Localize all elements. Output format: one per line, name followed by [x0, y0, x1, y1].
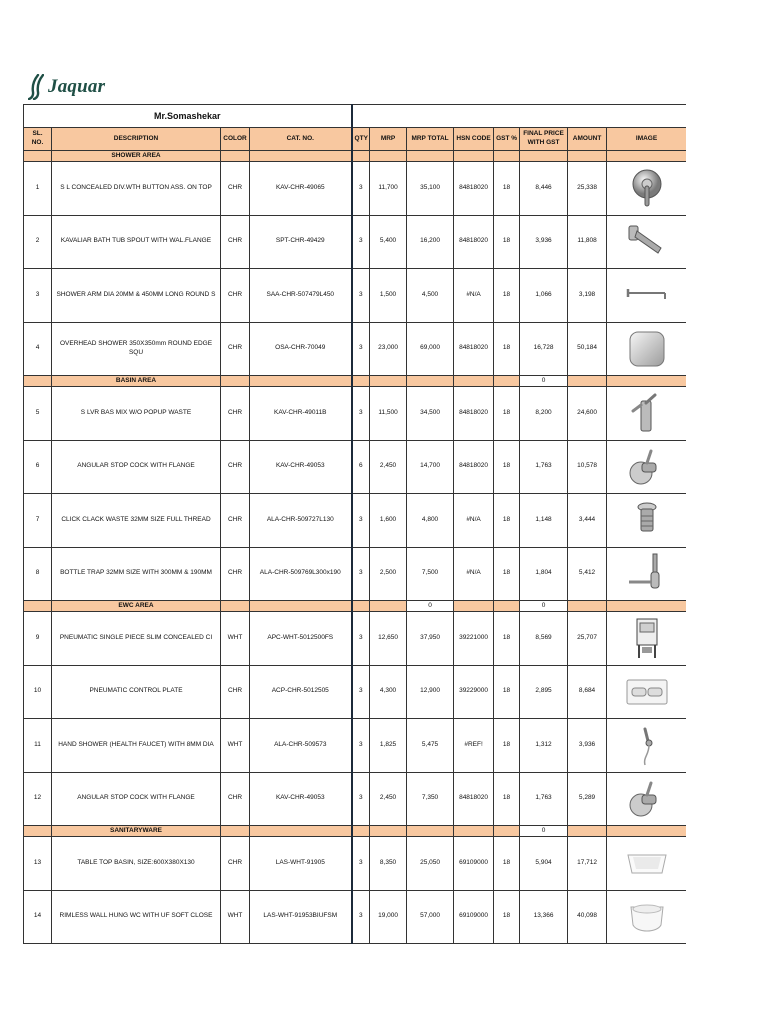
- sl-no: 6: [24, 440, 52, 494]
- mrp: 11,500: [370, 387, 407, 441]
- section-cell-blank: [250, 826, 352, 837]
- table-row: [24, 719, 687, 773]
- gst-percent: 18: [494, 440, 520, 494]
- description: BOTTLE TRAP 32MM SIZE WITH 300MM & 190MM: [52, 547, 221, 601]
- section-cell-blank: [250, 376, 352, 387]
- final-price: 8,446: [520, 162, 568, 216]
- section-mrp-total: [407, 376, 454, 387]
- concealed-cistern-icon: [625, 616, 669, 660]
- hsn-code: #N/A: [454, 494, 494, 548]
- hsn-code: 84818020: [454, 440, 494, 494]
- shower-arm-icon: [625, 273, 669, 317]
- section-cell-blank: [221, 826, 250, 837]
- bath-spout-icon: [625, 220, 669, 264]
- mrp: 11,700: [370, 162, 407, 216]
- final-price: 13,366: [520, 890, 568, 944]
- amount: 24,600: [568, 387, 607, 441]
- gst-percent: 18: [494, 772, 520, 826]
- mrp-total: 7,350: [407, 772, 454, 826]
- qty: 3: [352, 719, 370, 773]
- mrp-total: 14,700: [407, 440, 454, 494]
- col-header-amount: AMOUNT: [568, 128, 607, 151]
- section-cell-blank: [454, 601, 494, 612]
- sl-no: 5: [24, 387, 52, 441]
- sl-no: 7: [24, 494, 52, 548]
- color: CHR: [221, 322, 250, 376]
- hsn-code: 39221000: [454, 612, 494, 666]
- description: CLICK CLACK WASTE 32MM SIZE FULL THREAD: [52, 494, 221, 548]
- gst-percent: 18: [494, 494, 520, 548]
- section-cell-blank: [370, 151, 407, 162]
- product-image-cell: [607, 665, 686, 719]
- final-price: 3,936: [520, 215, 568, 269]
- amount: 3,936: [568, 719, 607, 773]
- section-row: [24, 376, 687, 387]
- cat-no: KAV-CHR-49011B: [250, 387, 352, 441]
- color: WHT: [221, 719, 250, 773]
- sl-no: 2: [24, 215, 52, 269]
- table-row: [24, 890, 687, 944]
- section-cell-blank: [607, 151, 686, 162]
- color: CHR: [221, 162, 250, 216]
- description: RIMLESS WALL HUNG WC WITH UF SOFT CLOSE: [52, 890, 221, 944]
- col-header-qty: QTY: [352, 128, 370, 151]
- amount: 3,198: [568, 269, 607, 323]
- sl-no: 1: [24, 162, 52, 216]
- product-image-cell: [607, 719, 686, 773]
- gst-percent: 18: [494, 665, 520, 719]
- section-cell-blank: [454, 151, 494, 162]
- section-cell-blank: [568, 826, 607, 837]
- quotation-sheet: [23, 104, 686, 946]
- hsn-code: 84818020: [454, 322, 494, 376]
- mrp-total: 5,475: [407, 719, 454, 773]
- mrp: 4,300: [370, 665, 407, 719]
- final-price: 1,763: [520, 772, 568, 826]
- final-price: 1,763: [520, 440, 568, 494]
- jaquar-logo-icon: [28, 74, 44, 100]
- hsn-code: #N/A: [454, 269, 494, 323]
- section-cell-blank: [568, 376, 607, 387]
- hsn-code: 84818020: [454, 162, 494, 216]
- section-label: SANITARYWARE: [52, 826, 221, 837]
- angular-stop-cock-icon: [625, 777, 669, 821]
- final-price: 2,895: [520, 665, 568, 719]
- section-cell-blank: [352, 376, 370, 387]
- table-row: [24, 494, 687, 548]
- section-cell-blank: [454, 376, 494, 387]
- sl-no: 13: [24, 837, 52, 891]
- product-image-cell: [607, 162, 686, 216]
- product-image-cell: [607, 440, 686, 494]
- control-plate-image: [625, 670, 669, 714]
- gst-percent: 18: [494, 322, 520, 376]
- gst-percent: 18: [494, 387, 520, 441]
- gst-percent: 18: [494, 612, 520, 666]
- sl-no: 4: [24, 322, 52, 376]
- product-image-cell: [607, 890, 686, 944]
- product-image-cell: [607, 387, 686, 441]
- hsn-code: 84818020: [454, 387, 494, 441]
- col-header-color: COLOR: [221, 128, 250, 151]
- section-label: SHOWER AREA: [52, 151, 221, 162]
- jaquar-logo: [28, 72, 105, 102]
- section-cell-blank: [568, 151, 607, 162]
- qty: 3: [352, 162, 370, 216]
- qty: 3: [352, 215, 370, 269]
- cat-no: LAS-WHT-91953BIUFSM: [250, 890, 352, 944]
- final-price: 1,312: [520, 719, 568, 773]
- mrp-total: 7,500: [407, 547, 454, 601]
- color: CHR: [221, 772, 250, 826]
- sl-no: 11: [24, 719, 52, 773]
- final-price: 8,569: [520, 612, 568, 666]
- col-header-final-price: FINAL PRICE WITH GST: [520, 128, 568, 151]
- section-cell-blank: [24, 601, 52, 612]
- mrp: 5,400: [370, 215, 407, 269]
- section-final-price: 0: [520, 376, 568, 387]
- color: CHR: [221, 387, 250, 441]
- concealed-diverter-icon: [625, 166, 669, 210]
- mrp-total: 4,800: [407, 494, 454, 548]
- color: CHR: [221, 269, 250, 323]
- amount: 40,098: [568, 890, 607, 944]
- final-price: 1,148: [520, 494, 568, 548]
- qty: 3: [352, 322, 370, 376]
- qty: 3: [352, 387, 370, 441]
- client-row: [24, 105, 687, 128]
- mrp: 8,350: [370, 837, 407, 891]
- mrp-total: 12,900: [407, 665, 454, 719]
- gst-percent: 18: [494, 890, 520, 944]
- product-image-cell: [607, 547, 686, 601]
- mrp-total: 4,500: [407, 269, 454, 323]
- sl-no: 10: [24, 665, 52, 719]
- final-price: 5,904: [520, 837, 568, 891]
- sl-no: 14: [24, 890, 52, 944]
- sl-no: 8: [24, 547, 52, 601]
- product-image-cell: [607, 215, 686, 269]
- color: CHR: [221, 494, 250, 548]
- table-top-basin-image: [625, 841, 669, 885]
- section-row: [24, 601, 687, 612]
- color: CHR: [221, 547, 250, 601]
- section-cell-blank: [454, 826, 494, 837]
- section-final-price: 0: [520, 601, 568, 612]
- product-image-cell: [607, 772, 686, 826]
- amount: 25,707: [568, 612, 607, 666]
- wall-hung-wc-icon: [625, 895, 669, 939]
- description: OVERHEAD SHOWER 350X350mm ROUND EDGE SQU: [52, 322, 221, 376]
- logo-wordmark: Jaquar: [48, 76, 106, 97]
- cat-no: KAV-CHR-49053: [250, 772, 352, 826]
- final-price: 16,728: [520, 322, 568, 376]
- color: CHR: [221, 215, 250, 269]
- overhead-shower-icon: [625, 327, 669, 371]
- click-clack-waste-image: [625, 498, 669, 542]
- mrp: 1,500: [370, 269, 407, 323]
- qty: 3: [352, 612, 370, 666]
- description: ANGULAR STOP COCK WITH FLANGE: [52, 440, 221, 494]
- description: PNEUMATIC CONTROL PLATE: [52, 665, 221, 719]
- mrp: 2,500: [370, 547, 407, 601]
- sl-no: 9: [24, 612, 52, 666]
- amount: 17,712: [568, 837, 607, 891]
- color: CHR: [221, 440, 250, 494]
- bath-spout-image: [625, 220, 669, 264]
- shower-arm-image: [625, 273, 669, 317]
- health-faucet-image: [625, 723, 669, 767]
- mrp-total: 34,500: [407, 387, 454, 441]
- hsn-code: 84818020: [454, 772, 494, 826]
- gst-percent: 18: [494, 269, 520, 323]
- section-cell-blank: [607, 376, 686, 387]
- color: CHR: [221, 837, 250, 891]
- section-mrp-total: [407, 826, 454, 837]
- cat-no: ALA-CHR-509769L300x190: [250, 547, 352, 601]
- mrp-total: 16,200: [407, 215, 454, 269]
- description: S L CONCEALED DIV.WTH BUTTON ASS. ON TOP: [52, 162, 221, 216]
- qty: 3: [352, 772, 370, 826]
- section-cell-blank: [24, 376, 52, 387]
- section-cell-blank: [352, 826, 370, 837]
- basin-mixer-icon: [625, 391, 669, 435]
- qty: 3: [352, 494, 370, 548]
- col-header-mrp: MRP: [370, 128, 407, 151]
- qty: 3: [352, 665, 370, 719]
- section-cell-blank: [494, 826, 520, 837]
- gst-percent: 18: [494, 162, 520, 216]
- section-cell-blank: [607, 826, 686, 837]
- final-price: 1,066: [520, 269, 568, 323]
- client-name: Mr.Somashekar: [24, 105, 352, 128]
- description: TABLE TOP BASIN, SIZE:600X380X130: [52, 837, 221, 891]
- health-faucet-icon: [625, 723, 669, 767]
- product-image-cell: [607, 837, 686, 891]
- hsn-code: 84818020: [454, 215, 494, 269]
- section-cell-blank: [221, 601, 250, 612]
- sl-no: 12: [24, 772, 52, 826]
- description: PNEUMATIC SINGLE PIECE SLIM CONCEALED CI: [52, 612, 221, 666]
- table-row: [24, 665, 687, 719]
- table-row: [24, 387, 687, 441]
- section-cell-blank: [352, 601, 370, 612]
- color: WHT: [221, 890, 250, 944]
- hsn-code: #N/A: [454, 547, 494, 601]
- hsn-code: 39229000: [454, 665, 494, 719]
- table-row: [24, 215, 687, 269]
- angular-stop-cock-image: [625, 445, 669, 489]
- click-clack-waste-icon: [625, 498, 669, 542]
- col-header-cat-no: CAT. NO.: [250, 128, 352, 151]
- description: HAND SHOWER (HEALTH FAUCET) WITH 8MM DIA: [52, 719, 221, 773]
- section-cell-blank: [568, 601, 607, 612]
- section-final-price: 0: [520, 826, 568, 837]
- product-image-cell: [607, 494, 686, 548]
- section-cell-blank: [250, 601, 352, 612]
- mrp: 23,000: [370, 322, 407, 376]
- section-final-price: [520, 151, 568, 162]
- section-label: BASIN AREA: [52, 376, 221, 387]
- sl-no: 3: [24, 269, 52, 323]
- product-image-cell: [607, 612, 686, 666]
- description: S LVR BAS MIX W/O POPUP WASTE: [52, 387, 221, 441]
- gst-percent: 18: [494, 719, 520, 773]
- section-cell-blank: [250, 151, 352, 162]
- mrp: 1,825: [370, 719, 407, 773]
- gst-percent: 18: [494, 837, 520, 891]
- basin-mixer-image: [625, 391, 669, 435]
- mrp-total: 57,000: [407, 890, 454, 944]
- cat-no: APC-WHT-5012500FS: [250, 612, 352, 666]
- table-row: [24, 612, 687, 666]
- qty: 3: [352, 890, 370, 944]
- bottle-trap-image: [625, 552, 669, 596]
- description: SHOWER ARM DIA 20MM & 450MM LONG ROUND S: [52, 269, 221, 323]
- overhead-shower-image: [625, 327, 669, 371]
- cat-no: ACP-CHR-5012505: [250, 665, 352, 719]
- section-cell-blank: [494, 376, 520, 387]
- section-cell-blank: [370, 601, 407, 612]
- amount: 8,684: [568, 665, 607, 719]
- col-header-mrp-total: MRP TOTAL: [407, 128, 454, 151]
- mrp: 12,650: [370, 612, 407, 666]
- gst-percent: 18: [494, 215, 520, 269]
- concealed-diverter-image: [625, 166, 669, 210]
- color: WHT: [221, 612, 250, 666]
- gst-percent: 18: [494, 547, 520, 601]
- section-cell-blank: [352, 151, 370, 162]
- table-row: [24, 772, 687, 826]
- hsn-code: 69109000: [454, 837, 494, 891]
- section-mrp-total: 0: [407, 601, 454, 612]
- amount: 5,412: [568, 547, 607, 601]
- section-cell-blank: [494, 601, 520, 612]
- final-price: 8,200: [520, 387, 568, 441]
- final-price: 1,804: [520, 547, 568, 601]
- table-header-row: [24, 128, 687, 151]
- cat-no: KAV-CHR-49065: [250, 162, 352, 216]
- control-plate-icon: [625, 670, 669, 714]
- cat-no: SAA-CHR-507479L450: [250, 269, 352, 323]
- qty: 3: [352, 547, 370, 601]
- mrp-total: 37,950: [407, 612, 454, 666]
- product-image-cell: [607, 322, 686, 376]
- section-cell-blank: [370, 826, 407, 837]
- table-top-basin-icon: [625, 841, 669, 885]
- description: KAVALIAR BATH TUB SPOUT WITH WAL.FLANGE: [52, 215, 221, 269]
- qty: 3: [352, 269, 370, 323]
- qty: 6: [352, 440, 370, 494]
- table-row: [24, 547, 687, 601]
- mrp-total: 35,100: [407, 162, 454, 216]
- mrp: 1,600: [370, 494, 407, 548]
- col-header-hsn-code: HSN CODE: [454, 128, 494, 151]
- mrp: 2,450: [370, 772, 407, 826]
- section-row: [24, 826, 687, 837]
- color: CHR: [221, 665, 250, 719]
- section-label: EWC AREA: [52, 601, 221, 612]
- section-cell-blank: [370, 376, 407, 387]
- section-cell-blank: [607, 601, 686, 612]
- section-cell-blank: [24, 151, 52, 162]
- mrp-total: 25,050: [407, 837, 454, 891]
- col-header-gst: GST %: [494, 128, 520, 151]
- col-header-image: IMAGE: [607, 128, 686, 151]
- mrp-total: 69,000: [407, 322, 454, 376]
- angular-stop-cock-icon: [625, 445, 669, 489]
- cat-no: SPT-CHR-49429: [250, 215, 352, 269]
- hsn-code: #REF!: [454, 719, 494, 773]
- bottle-trap-icon: [625, 552, 669, 596]
- col-header-description: DESCRIPTION: [52, 128, 221, 151]
- amount: 50,184: [568, 322, 607, 376]
- section-cell-blank: [221, 376, 250, 387]
- cat-no: LAS-WHT-91905: [250, 837, 352, 891]
- hsn-code: 69109000: [454, 890, 494, 944]
- amount: 3,444: [568, 494, 607, 548]
- table-row: [24, 269, 687, 323]
- amount: 10,578: [568, 440, 607, 494]
- quotation-table: [23, 104, 686, 944]
- cat-no: ALA-CHR-509573: [250, 719, 352, 773]
- col-header-sl-no: SL. NO.: [24, 128, 52, 151]
- description: ANGULAR STOP COCK WITH FLANGE: [52, 772, 221, 826]
- section-row: [24, 151, 687, 162]
- mrp: 2,450: [370, 440, 407, 494]
- angular-stop-cock-image: [625, 777, 669, 821]
- section-cell-blank: [24, 826, 52, 837]
- amount: 5,289: [568, 772, 607, 826]
- mrp: 19,000: [370, 890, 407, 944]
- client-row-blank: [352, 105, 686, 128]
- concealed-cistern-image: [625, 616, 669, 660]
- cat-no: KAV-CHR-49053: [250, 440, 352, 494]
- table-row: [24, 322, 687, 376]
- amount: 25,338: [568, 162, 607, 216]
- cat-no: ALA-CHR-509727L130: [250, 494, 352, 548]
- qty: 3: [352, 837, 370, 891]
- table-row: [24, 440, 687, 494]
- section-cell-blank: [221, 151, 250, 162]
- product-image-cell: [607, 269, 686, 323]
- amount: 11,808: [568, 215, 607, 269]
- section-mrp-total: [407, 151, 454, 162]
- section-cell-blank: [494, 151, 520, 162]
- cat-no: OSA-CHR-70049: [250, 322, 352, 376]
- wall-hung-wc-image: [625, 895, 669, 939]
- table-row: [24, 162, 687, 216]
- table-row: [24, 837, 687, 891]
